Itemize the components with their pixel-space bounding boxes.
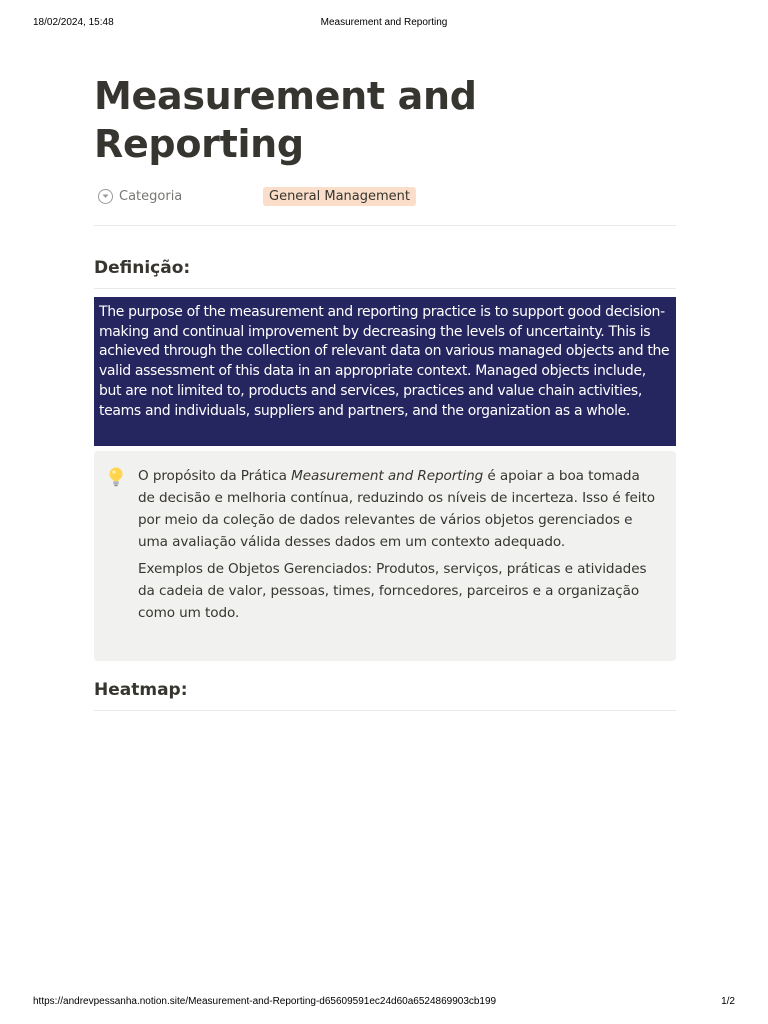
lightbulb-icon [106, 466, 126, 488]
page-number: 1/2 [721, 996, 735, 1007]
notion-page [94, 72, 676, 711]
property-categoria [98, 189, 182, 204]
property-label: Categoria [119, 189, 183, 204]
callout [94, 451, 676, 661]
definition-image-text: The purpose of the measurement and reporting practice is to support good decision-making and continual improvement by decreasing the levels of uncertainty. This is achieved through the collection of relevant data on various managed objects and the valid assessment of this data in an appropriate context. Managed objects include, but are not limited to, products and services, practices and value chain activities, teams and individuals, suppliers and partners, and the organization as a whole. [99, 304, 670, 419]
divider [94, 710, 676, 711]
print-datetime: 18/02/2024, 15:48 [33, 17, 114, 28]
select-circle-chevron-icon [98, 189, 113, 204]
callout-paragraph-2: Exemplos de Objetos Gerenciados: Produtos, serviços, práticas e atividades da cadeia de valor, pessoas, times, forncedores, parceiros e a organização como um todo. [138, 561, 647, 621]
print-doc-title: Measurement and Reporting [320, 17, 448, 28]
page-url: https://andrevpessanha.notion.site/Measurement-and-Reporting-d65609591ec24d60a6524869903cb199 [33, 996, 497, 1007]
divider [94, 225, 676, 226]
callout-paragraph-1: O propósito da Prática Measurement and Reporting é apoiar a boa tomada de decisão e melhoria contínua, reduzindo os níveis de incerteza. Isso é feito por meio da coleção de dados relevantes de vários objetos gerenciados e uma avaliação válida desses dados em um contexto adequado. [138, 468, 655, 550]
divider [94, 288, 676, 289]
definition-heading: Definição: [94, 258, 191, 278]
page-title: Measurement and Reporting [94, 74, 477, 166]
category-tag[interactable]: General Management [263, 187, 416, 206]
page-properties [94, 184, 676, 214]
definition-image [94, 297, 676, 446]
heatmap-heading: Heatmap: [94, 680, 188, 700]
print-footer [33, 996, 735, 1008]
print-header [33, 17, 735, 29]
